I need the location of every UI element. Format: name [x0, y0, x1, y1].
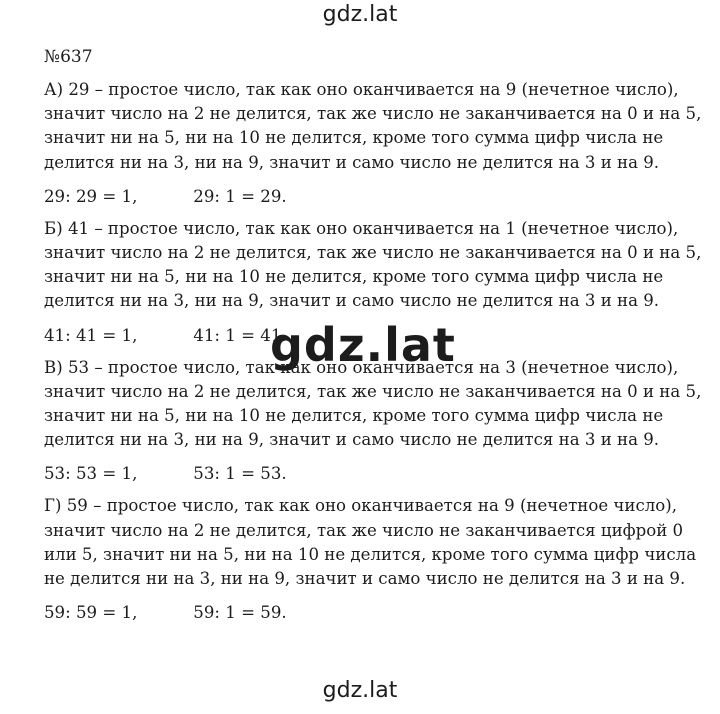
- equation: 41: 41 = 1,: [44, 325, 138, 345]
- text-line: делится ни на 3, ни на 9, значит и само число не делится на 3 и на 9.: [44, 291, 660, 311]
- text-line: значит число на 2 не делится, так же число не заканчивается на 0 и на 5,: [44, 104, 702, 124]
- text-line: делится ни на 3, ни на 9, значит и само число не делится на 3 и на 9.: [44, 152, 660, 172]
- section-g-paragraph: [44, 494, 704, 591]
- equation-row: [44, 185, 704, 209]
- equation-row: [44, 462, 704, 486]
- text-line: делится ни на 3, ни на 9, значит и само число не делится на 3 и на 9.: [44, 430, 660, 450]
- section-g: [44, 494, 704, 625]
- equation-row: [44, 601, 704, 625]
- text-line: значит число на 2 не делится, так же число не заканчивается цифрой 0: [44, 520, 684, 540]
- text-line: значит число на 2 не делится, так же число не заканчивается на 0 и на 5,: [44, 243, 702, 263]
- equation: 29: 1 = 29.: [193, 186, 287, 206]
- task-number: №637: [44, 47, 93, 67]
- text-line: значит ни на 5, ни на 10 не делится, кроме того сумма цифр числа не: [44, 128, 664, 148]
- text-line: значит ни на 5, ни на 10 не делится, кроме того сумма цифр числа не: [44, 267, 664, 287]
- text-line: А) 29 – простое число, так как оно оканчивается на 9 (нечетное число),: [44, 80, 679, 99]
- text-line: значит число на 2 не делится, так же число не заканчивается на 0 и на 5,: [44, 381, 702, 401]
- section-v: [44, 356, 704, 487]
- watermark-top: gdz.lat: [322, 2, 398, 27]
- text-line: Б) 41 – простое число, так как оно оканчивается на 1 (нечетное число),: [44, 218, 679, 238]
- equation: 59: 1 = 59.: [193, 603, 287, 623]
- watermark-bottom: gdz.lat: [322, 678, 398, 703]
- watermark-center: gdz.lat: [270, 318, 456, 372]
- equation: 53: 53 = 1,: [44, 464, 138, 484]
- text-line: не делится ни на 3, ни на 9, значит и само число не делится на 3 и на 9.: [44, 569, 686, 589]
- equation: 59: 59 = 1,: [44, 603, 138, 623]
- equation: 29: 29 = 1,: [44, 186, 138, 206]
- equation: 41: 1 = 41.: [193, 325, 287, 345]
- section-b-paragraph: [44, 217, 704, 314]
- text-line: Г) 59 – простое число, так как оно оканчивается на 9 (нечетное число),: [44, 496, 678, 516]
- section-a: [44, 78, 704, 209]
- equation: 53: 1 = 53.: [193, 464, 287, 484]
- section-a-paragraph: [44, 78, 704, 175]
- text-line: В) 53 – простое число, так как оно оканчивается на 3 (нечетное число),: [44, 357, 679, 377]
- text-line: или 5, значит ни на 5, ни на 10 не делится, кроме того сумма цифр числа: [44, 544, 697, 564]
- text-line: значит ни на 5, ни на 10 не делится, кроме того сумма цифр числа не: [44, 406, 664, 426]
